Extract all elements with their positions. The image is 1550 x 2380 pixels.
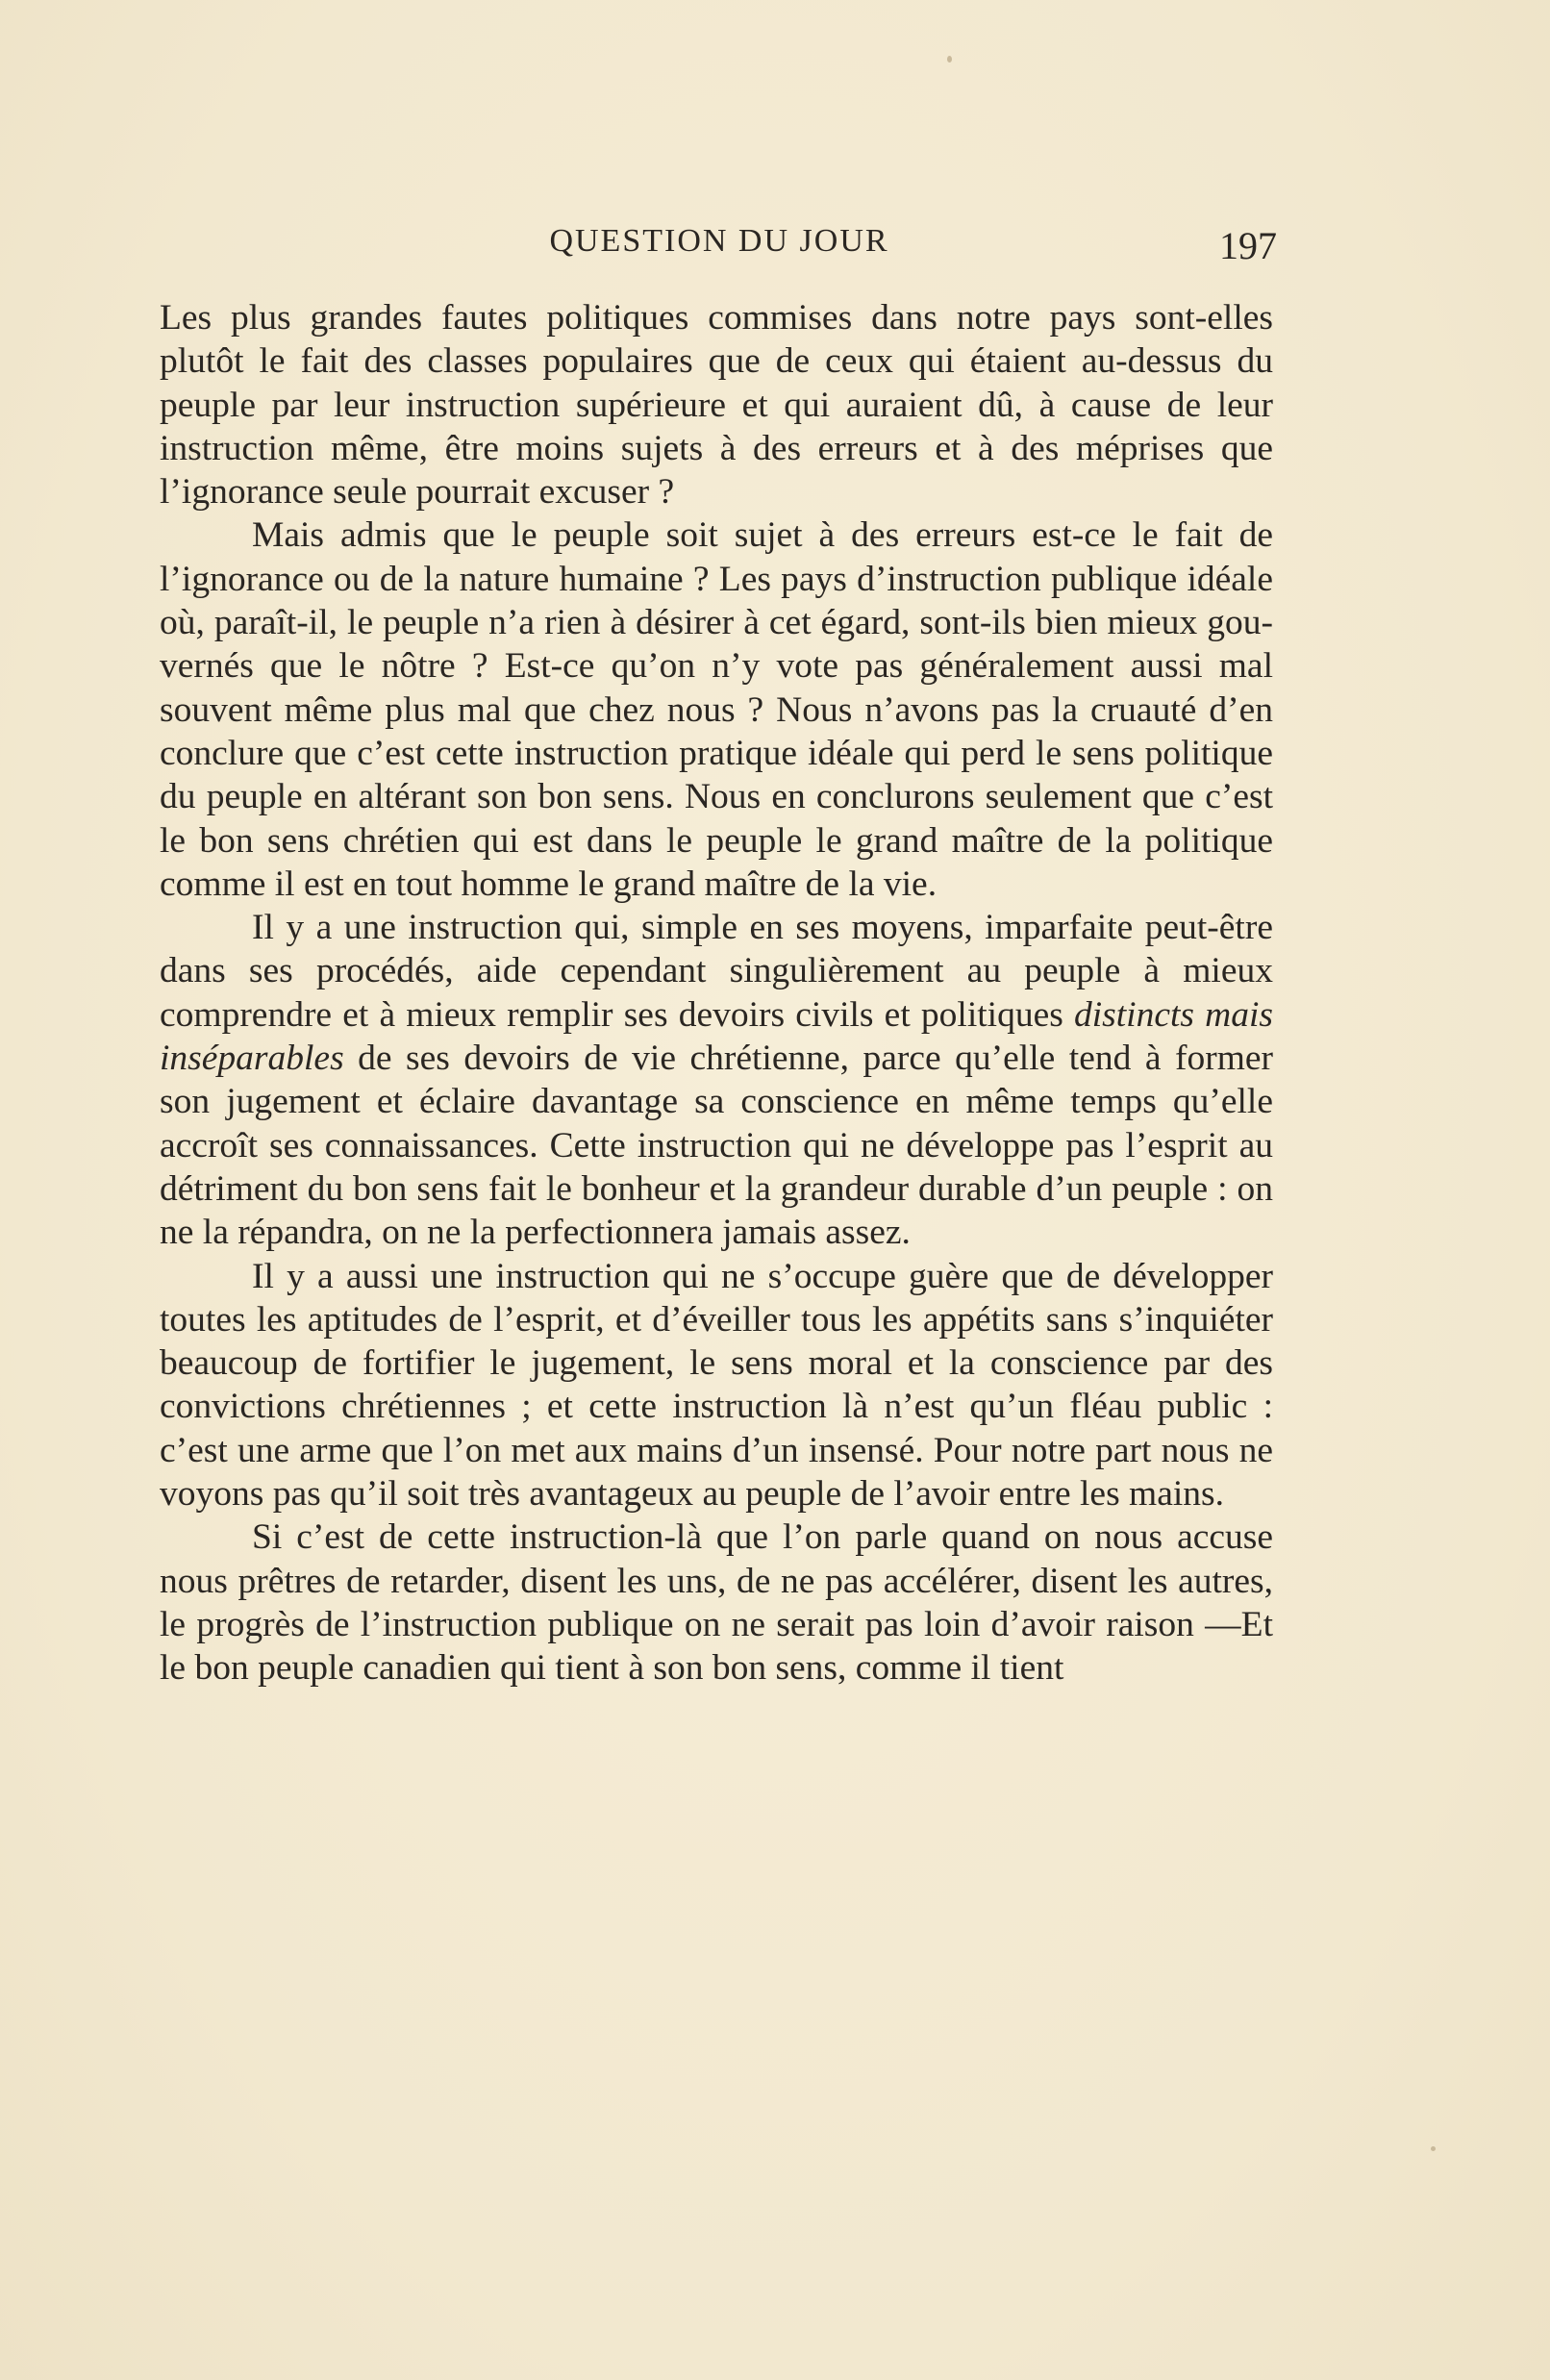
text-segment: Mais admis que le peuple soit sujet à des erreurs est-ce le fait de l’ignorance ou de la nature humaine ? Les pays d’instruction publique idéale où, paraît-il, le peuple n’a rien à désirer à cet égard, sont-ils bien mieux gouvernés que le nôtre ? Est-ce qu’on n’y vote pas généralement aussi mal souvent même plus mal que chez nous ? Nous n’avons pas la cruauté d’en conclure que c’est cette instruction pratique idéale qui perd le sens politique du peuple en altérant son bon sens. Nous en conclurons seulement que c’est le bon sens chrétien qui est dans le peuple le grand maître de la politique comme il est en tout homme le grand maître de la vie. <box>160 515 1273 904</box>
text-segment: Il y a aussi une instruction qui ne s’occupe guère que de développer toutes les aptitudes de l’esprit, et d’éveiller tous les appétits sans s’inquiéter beaucoup de fortifier le jugement, le sens moral et la conscience par des convictions chrétiennes ; et cette instruction là n’est qu’un fléau public : c’est une arme que l’on met aux mains d’un insensé. Pour notre part nous ne voyons pas qu’il soit très avantageux au peuple de l’avoir entre les mains. <box>160 1256 1273 1515</box>
paper-speck <box>1431 2146 1436 2151</box>
paragraph <box>160 1516 1273 1690</box>
body-text <box>160 296 1273 1691</box>
text-segment: Si c’est de cette instruction-là que l’on parle quand on nous accuse nous prêtres de retarder, disent les uns, de ne pas accélérer, disent les autres, le progrès de l’instruction publique on ne serait pas loin d’avoir raison —Et le bon peuple canadien qui tient à son bon sens, comme il tient <box>160 1517 1273 1689</box>
text-segment: Il y a une instruction qui, simple en ses moyens, imparfaite peut-être dans ses procédés, aide cependant singulièrement au peuple à mieux comprendre et à mieux remplir ses devoirs civils et politiques <box>160 908 1273 1035</box>
running-title: QUESTION DU JOUR <box>549 223 889 259</box>
italic-phrase: distincts mais inséparables <box>160 994 1273 1079</box>
paper-speck <box>947 56 952 63</box>
page-number: 197 <box>1219 224 1277 267</box>
paragraph <box>160 1255 1273 1516</box>
running-head <box>162 223 1277 281</box>
text-segment: de ses devoirs de vie chrétienne, parce qu’elle tend à former son jugement et éclaire davantage sa conscience en même temps qu’elle accroît ses connaissances. Cette instruction qui ne développe pas l’esprit au détriment du bon sens fait le bonheur et la grandeur durable d’un peuple : on ne la répandra, on ne la perfectionnera jamais assez. <box>160 1039 1273 1253</box>
paragraph <box>160 514 1273 906</box>
paragraph <box>160 296 1273 514</box>
text-segment: Les plus grandes fautes politiques commises dans notre pays sont-elles plutôt le fait des classes populaires que de ceux qui étaient au-dessus du peuple par leur instruction supérieure et qui auraient dû, à cause de leur instruction même, être moins sujets à des erreurs et à des méprises que l’ignorance seule pourrait excuser ? <box>160 298 1273 513</box>
paragraph <box>160 906 1273 1254</box>
